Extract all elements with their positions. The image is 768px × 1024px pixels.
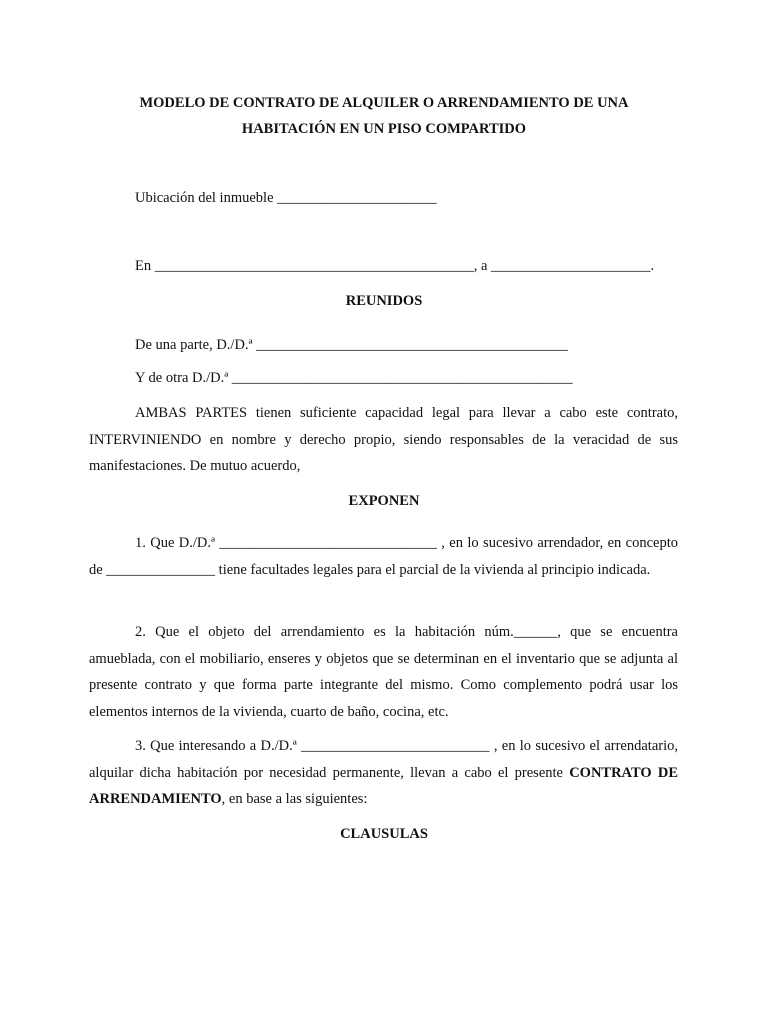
exponen-item-2-text: 2. Que el objeto del arrendamiento es la habitación núm.______, que se encuentra amueblada, con el mobiliario, enseres y objetos que se determinan en el inventario que se adjunta al presente contrato y que forma parte integrante del mismo. Como complemento podrá usar los elementos internos de la vivienda, cuarto de baño, cocina, etc. (89, 624, 678, 721)
exponen-heading: EXPONEN (348, 493, 420, 509)
exponen-item-2 (89, 619, 678, 726)
parte-dos-line: Y de otra D./D.ª _______________________________________________ (135, 370, 573, 386)
ubicacion-line: Ubicación del inmueble ______________________ (135, 190, 437, 206)
exponen-item-3-text (89, 733, 678, 813)
ambas-partes-text: AMBAS PARTES tienen suficiente capacidad legal para llevar a cabo este contrato, INTERVINIENDO en nombre y derecho propio, siendo responsables de la veracidad de sus manifestaciones. De mutuo acuerdo, (89, 405, 678, 475)
lugar-fecha-line: En ____________________________________________, a ______________________. (135, 258, 655, 274)
clausulas-heading: CLAUSULAS (340, 826, 428, 842)
exponen-item-3-start: 3. Que interesando a D./D.ª __________________________ , en lo sucesivo el arrendatario, alquilar dicha habitación por necesidad permanente, llevan a cabo el presente (89, 738, 678, 781)
exponen-item-1 (89, 530, 678, 583)
document-title-line-1: MODELO DE CONTRATO DE ALQUILER O ARRENDAMIENTO DE UNA (139, 95, 629, 111)
exponen-item-1-text: 1. Que D./D.ª ______________________________ , en lo sucesivo arrendador, en concepto de _______________ tiene facultades legales para el parcial de la vivienda al principio indicada. (89, 535, 678, 578)
ambas-partes-paragraph (89, 400, 678, 480)
exponen-item-3-end: , en base a las siguientes: (221, 791, 368, 808)
document-title-line-2: HABITACIÓN EN UN PISO COMPARTIDO (241, 121, 527, 137)
contrato-arrendamiento-bold: CONTRATO DE ARRENDAMIENTO (89, 764, 678, 808)
exponen-item-3 (89, 733, 678, 813)
parte-uno-line: De una parte, D./D.ª ___________________________________________ (135, 337, 568, 353)
reunidos-heading: REUNIDOS (345, 293, 423, 309)
